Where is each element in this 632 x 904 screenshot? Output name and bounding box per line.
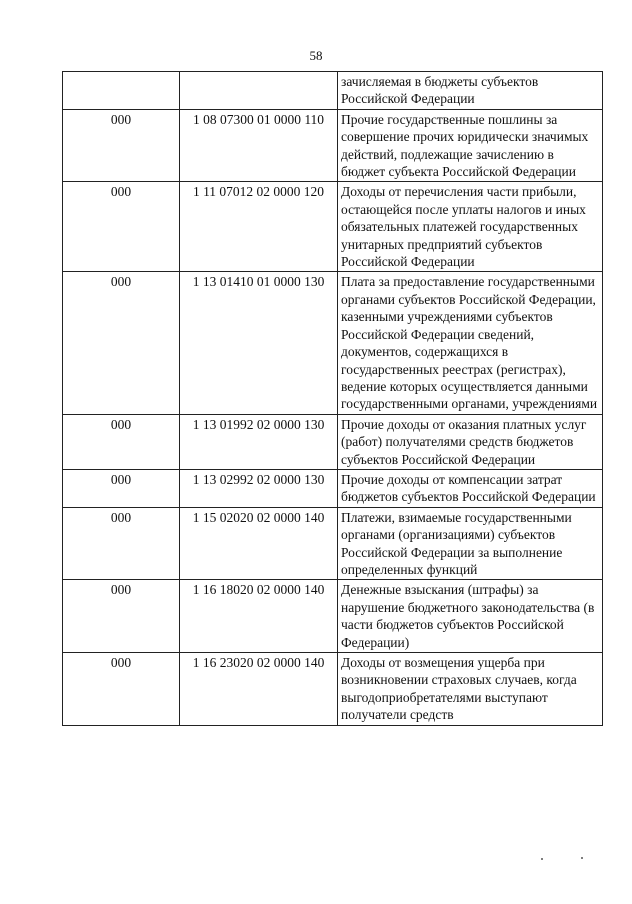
kbk-code-cell: 1 16 23020 02 0000 140	[180, 653, 338, 726]
admin-code-cell: 000	[63, 182, 180, 272]
page-number: 58	[309, 48, 323, 63]
table-row	[63, 653, 603, 726]
kbk-code-cell: 1 13 01410 01 0000 130	[180, 272, 338, 414]
description-cell: зачисляемая в бюджеты субъектов Российской Федерации	[338, 72, 603, 110]
admin-code-cell: 000	[63, 653, 180, 726]
description-cell: Прочие доходы от оказания платных услуг (работ) получателями средств бюджетов субъектов Российской Федерации	[338, 414, 603, 469]
table-row	[63, 272, 603, 414]
admin-code-cell: 000	[63, 580, 180, 653]
table-row	[63, 109, 603, 182]
description-cell: Доходы от возмещения ущерба при возникновении страховых случаев, когда выгодоприобретателями выступают получатели средств	[338, 653, 603, 726]
kbk-code-cell: 1 13 02992 02 0000 130	[180, 469, 338, 507]
scan-speck	[581, 857, 583, 859]
admin-code-cell: 000	[63, 507, 180, 580]
table-row	[63, 72, 603, 110]
scan-speck	[541, 858, 543, 860]
description-cell: Прочие государственные пошлины за совершение прочих юридически значимых действий, подлежащие зачислению в бюджет субъекта Российской Федерации	[338, 109, 603, 182]
kbk-code-cell	[180, 72, 338, 110]
table-row	[63, 507, 603, 580]
admin-code-cell	[63, 72, 180, 110]
description-cell: Доходы от перечисления части прибыли, остающейся после уплаты налогов и иных обязательных платежей государственных унитарных предприятий субъектов Российской Федерации	[338, 182, 603, 272]
table-row	[63, 580, 603, 653]
admin-code-cell: 000	[63, 414, 180, 469]
description-cell: Плата за предоставление государственными органами субъектов Российской Федерации, казенными учреждениями субъектов Российской Федерации сведений, документов, содержащихся в государственных реестрах (регистрах), ведение которых осуществляется данными государственными органами, учреждениями	[338, 272, 603, 414]
description-cell: Прочие доходы от компенсации затрат бюджетов субъектов Российской Федерации	[338, 469, 603, 507]
kbk-code-cell: 1 13 01992 02 0000 130	[180, 414, 338, 469]
admin-code-cell: 000	[63, 469, 180, 507]
kbk-code-cell: 1 08 07300 01 0000 110	[180, 109, 338, 182]
description-cell: Денежные взыскания (штрафы) за нарушение бюджетного законодательства (в части бюджетов субъектов Российской Федерации)	[338, 580, 603, 653]
table-row	[63, 469, 603, 507]
kbk-code-cell: 1 15 02020 02 0000 140	[180, 507, 338, 580]
table-row	[63, 414, 603, 469]
description-cell: Платежи, взимаемые государственными органами (организациями) субъектов Российской Федерации за выполнение определенных функций	[338, 507, 603, 580]
table-row	[63, 182, 603, 272]
admin-code-cell: 000	[63, 272, 180, 414]
kbk-code-cell: 1 16 18020 02 0000 140	[180, 580, 338, 653]
kbk-code-cell: 1 11 07012 02 0000 120	[180, 182, 338, 272]
revenue-codes-table	[62, 71, 603, 726]
admin-code-cell: 000	[63, 109, 180, 182]
